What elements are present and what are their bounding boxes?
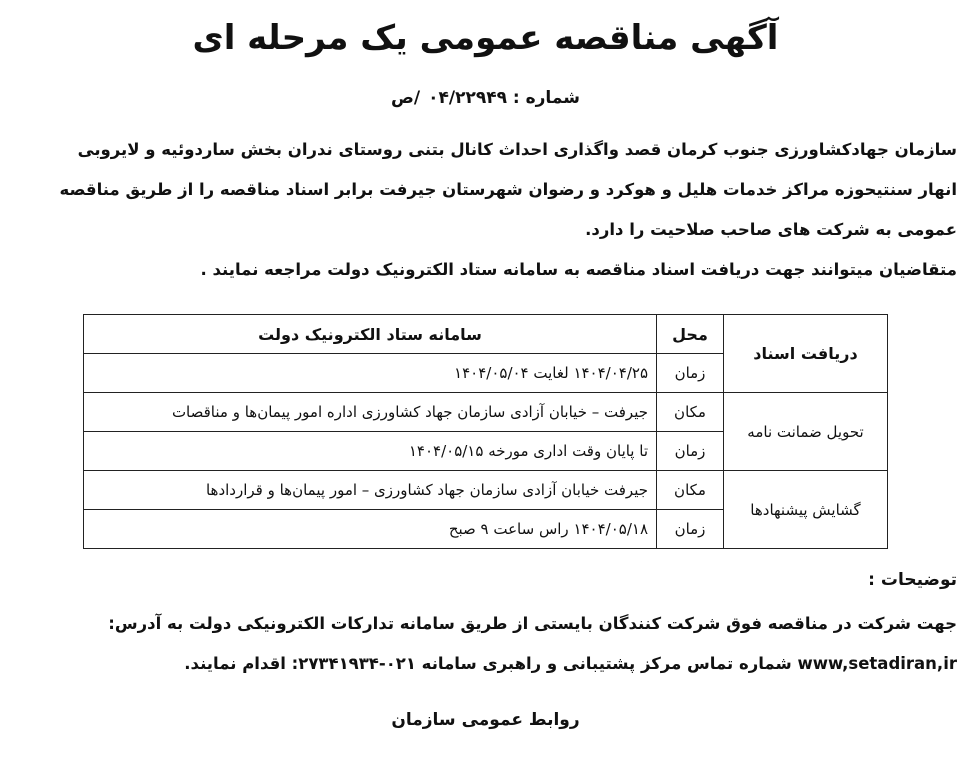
notes-title: توضیحات : xyxy=(868,570,957,590)
opening-time-key: زمان xyxy=(657,510,724,549)
opening-time-value: ۱۴۰۴/۰۵/۱۸ راس ساعت ۹ صبح xyxy=(84,510,657,549)
table-row xyxy=(84,393,888,432)
notes-line-text: شماره تماس مرکز پشتیبانی و راهبری سامانه ۰۲۱-۲۷۳۴۱۹۳۴: اقدام نمایند. xyxy=(184,654,792,673)
table-row xyxy=(84,315,888,354)
intro-line: عمومی به شرکت های صاحب صلاحیت را دارد. xyxy=(585,220,957,239)
notice-number xyxy=(0,88,971,108)
intro-line: سازمان جهادکشاورزی جنوب کرمان قصد واگذاری احداث کانال بتنی روستای ندران بخش ساردوئیه و لایروبی xyxy=(77,140,957,159)
receive-docs-place-value: سامانه ستاد الکترونیک دولت xyxy=(84,315,657,354)
intro-line: متقاضیان میتوانند جهت دریافت اسناد مناقصه به سامانه ستاد الکترونیک دولت مراجعه نمایند . xyxy=(200,260,957,279)
receive-docs-label: دریافت اسناد xyxy=(724,315,888,393)
intro-paragraph xyxy=(12,130,957,290)
notice-number-value: ۰۴/۲۲۹۴۹/ص xyxy=(391,88,507,108)
notes-line xyxy=(12,644,957,684)
website-address: www,setadiran,ir xyxy=(797,654,957,673)
guarantee-time-key: زمان xyxy=(657,432,724,471)
notes-line: جهت شرکت در مناقصه فوق شرکت کنندگان بایستی از طریق سامانه تدارکات الکترونیکی دولت به آدرس: xyxy=(108,614,957,633)
table-row xyxy=(84,471,888,510)
receive-docs-time-key: زمان xyxy=(657,354,724,393)
opening-place-value: جیرفت خیابان آزادی سازمان جهاد کشاورزی – امور پیمان‌ها و قراردادها xyxy=(84,471,657,510)
signature: روابط عمومی سازمان xyxy=(391,710,580,730)
opening-place-key: مکان xyxy=(657,471,724,510)
notice-number-label: شماره : xyxy=(512,88,580,108)
receive-docs-time-value: ۱۴۰۴/۰۴/۲۵ لغایت ۱۴۰۴/۰۵/۰۴ xyxy=(84,354,657,393)
opening-label: گشایش پیشنهادها xyxy=(724,471,888,549)
intro-line: انهار سنتیحوزه مراکز خدمات هلیل و هوکرد و رضوان شهرستان جیرفت برابر اسناد مناقصه را از طریق مناقصه xyxy=(59,180,957,199)
tender-schedule-table xyxy=(83,314,888,549)
receive-docs-place-key: محل xyxy=(657,315,724,354)
guarantee-place-key: مکان xyxy=(657,393,724,432)
guarantee-place-value: جیرفت – خیابان آزادی سازمان جهاد کشاورزی اداره امور پیمان‌ها و مناقصات xyxy=(84,393,657,432)
notes-paragraph xyxy=(12,604,957,684)
notice-title: آگهی مناقصه عمومی یک مرحله ای xyxy=(192,18,779,58)
guarantee-label: تحویل ضمانت نامه xyxy=(724,393,888,471)
guarantee-time-value: تا پایان وقت اداری مورخه ۱۴۰۴/۰۵/۱۵ xyxy=(84,432,657,471)
